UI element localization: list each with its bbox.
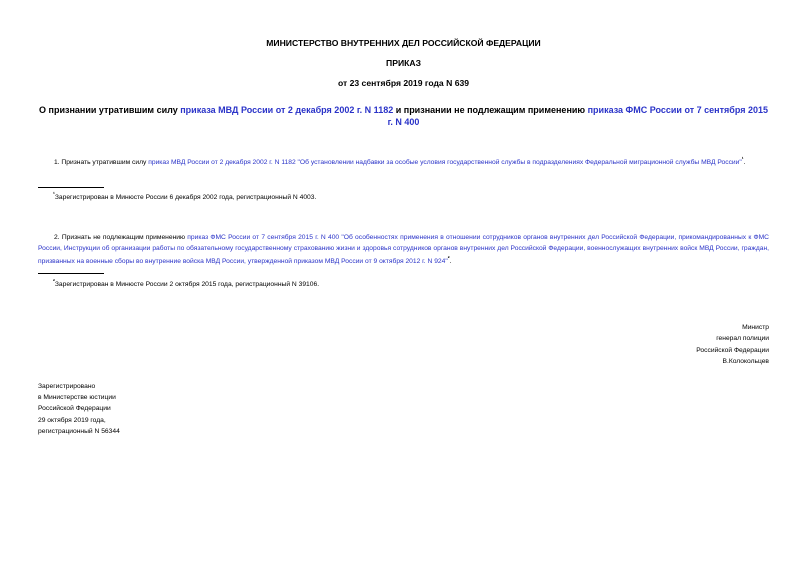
footnote-2 [53,277,319,290]
document-date: от 23 сентября 2019 года N 639 [337,78,470,88]
signature-block [696,322,769,368]
footnote-1-ref[interactable]: ¹ [741,157,744,163]
footnote-2-ref[interactable]: ² [447,256,450,262]
paragraph-1-suffix: . [743,159,746,167]
signature-line: В.Колокольцев [722,358,769,366]
registration-line: 29 октября 2019 года, [38,416,106,424]
paragraph-2 [38,233,769,268]
paragraph-2-suffix: . [449,258,452,266]
footnote-2-marker: ² [53,279,55,285]
paragraph-1 [38,155,769,169]
footnote-divider [38,273,104,274]
footnote-divider [38,187,104,188]
document-title [38,104,769,128]
title-text-2: и признании не подлежащим применению [393,105,588,115]
title-link-fms-order[interactable]: приказа ФМС России от 7 сентября 2015 г. N 400 [387,105,768,127]
registration-line: Российской Федерации [38,405,111,413]
paragraph-2-link[interactable]: приказ ФМС России от 7 сентября 2015 г. N 400 "Об особенностях применения в отношении сотрудников органов внутренних дел Российской Федерации, прикомандированных к ФМС России, Инструкции об организации работы по обязательному государственному страхованию жизни и здоровья сотрудников органов внутренних дел Российской Федерации, военнослужащих внутренних войск МВД России, граждан, призванных на военные сборы во внутренние войска МВД России, утвержденной приказом МВД России от 9 октября 2012 г. N 924" [38,234,769,266]
paragraph-1-link[interactable]: приказ МВД России от 2 декабря 2002 г. N 1182 "Об установлении надбавки за особые условия государственной службы в подразделениях Федеральной миграционной службы МВД России" [148,159,742,167]
signature-line: Министр [742,324,769,331]
registration-line: в Министерстве юстиции [38,394,116,402]
signature-line: генерал полиции [716,335,769,343]
registration-block [38,381,120,437]
ministry-heading: МИНИСТЕРСТВО ВНУТРЕННИХ ДЕЛ РОССИЙСКОЙ ФЕДЕРАЦИИ [266,38,541,48]
registration-line: регистрационный N 56344 [38,427,120,435]
footnote-1 [53,190,316,203]
document-type: ПРИКАЗ [386,58,421,68]
footnote-1-text: Зарегистрирован в Минюсте России 6 декабря 2002 года, регистрационный N 4003. [54,194,317,202]
paragraph-2-prefix: 2. Признать не подлежащим применению [54,234,188,241]
title-text-1: О признании утратившим силу [39,105,181,115]
footnote-2-text: Зарегистрирован в Минюсте России 2 октября 2015 года, регистрационный N 39106. [54,281,320,289]
signature-line: Российской Федерации [696,346,769,354]
title-link-mvd-order[interactable]: приказа МВД России от 2 декабря 2002 г. N 1182 [180,105,394,115]
paragraph-1-prefix: 1. Признать утратившим силу [54,159,149,167]
footnote-1-marker: ¹ [53,192,55,198]
registration-line: Зарегистрировано [38,383,96,390]
